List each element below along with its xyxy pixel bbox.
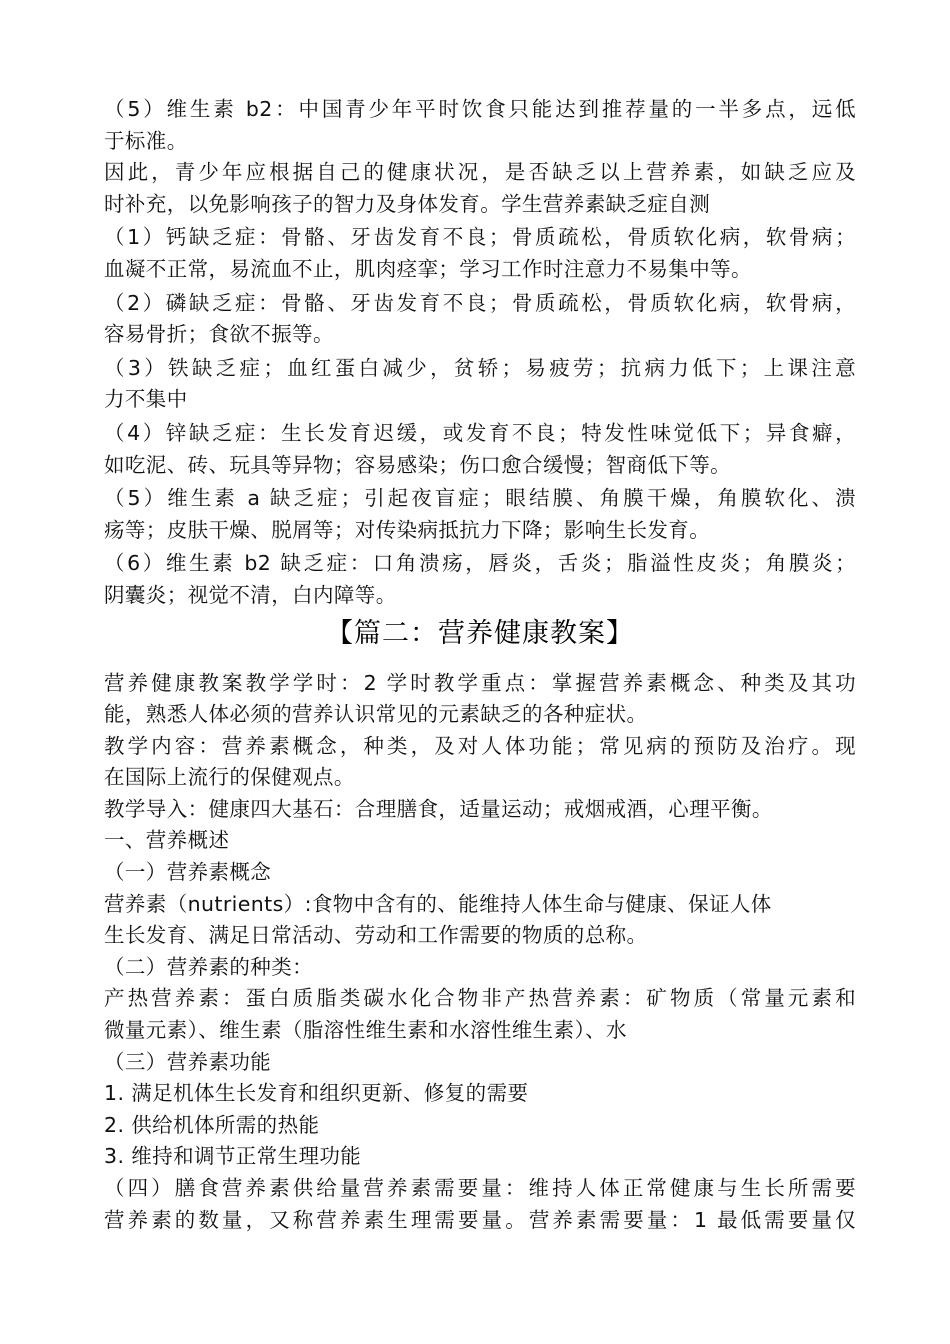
text-line: 营养素的数量，又称营养素生理需要量。营养素需要量：1 最低需要量仅: [104, 1207, 856, 1232]
text-line: 教学导入：健康四大基石：合理膳食，适量运动；戒烟戒酒，心理平衡。: [104, 796, 773, 821]
section-title: 【篇二：营养健康教案】: [326, 617, 634, 649]
text-line: 如吃泥、砖、玩具等异物；容易感染；伤口愈合缓慢；智商低下等。: [104, 452, 731, 477]
text-line: （3）铁缺乏症；血红蛋白减少，贫轿；易疲劳；抗病力低下；上课注意: [104, 355, 856, 380]
list-item: 1. 满足机体生长发育和组织更新、修复的需要: [104, 1081, 529, 1106]
text-line: 血凝不正常，易流血不止，肌肉痉挛；学习工作时注意力不易集中等。: [104, 256, 752, 281]
text-line: 阴囊炎；视觉不清，白内障等。: [104, 582, 397, 607]
text-line: 微量元素）、维生素（脂溶性维生素和水溶性维生素）、水: [104, 1018, 627, 1043]
text-line: 容易骨折；食欲不振等。: [104, 322, 334, 347]
text-line: 力不集中: [104, 387, 188, 412]
text-line: （5）维生素 b2：中国青少年平时饮食只能达到推荐量的一半多点，远低: [104, 97, 856, 121]
text-line: 能，熟悉人体必须的营养认识常见的元素缺乏的各种症状。: [104, 702, 648, 727]
text-line: 营养素（nutrients）:食物中含有的、能维持人体生命与健康、保证人体: [104, 891, 772, 916]
text-line: 在国际上流行的保健观点。: [104, 765, 355, 790]
text-line: 教学内容：营养素概念，种类，及对人体功能；常见病的预防及治疗。现: [104, 733, 856, 758]
text-line: （4）锌缺乏症：生长发育迟缓，或发育不良；特发性味觉低下；异食癖，: [104, 420, 856, 445]
part-one-text: [104, 94, 856, 612]
text-line: 疡等；皮肤干燥、脱屑等；对传染病抵抗力下降；影响生长发育。: [104, 517, 711, 542]
text-line: （四）膳食营养素供给量营养素需要量：维持人体正常健康与生长所需要: [104, 1176, 856, 1200]
text-line: 因此，青少年应根据自己的健康状况，是否缺乏以上营养素，如缺乏应及: [104, 160, 856, 185]
text-line: （1）钙缺乏症：骨骼、牙齿发育不良；骨质疏松，骨质软化病，软骨病；: [104, 225, 856, 250]
part-two-text: [104, 668, 856, 1237]
text-line: 营养健康教案教学学时：2 学时教学重点：掌握营养素概念、种类及其功: [104, 670, 856, 695]
list-item: 2. 供给机体所需的热能: [104, 1112, 320, 1137]
section-heading: 一、营养概述: [104, 828, 230, 853]
text-line: 生长发育、满足日常活动、劳动和工作需要的物质的总称。: [104, 923, 648, 948]
text-line: 于标准。: [104, 128, 188, 153]
subsection-heading: （三）营养素功能: [104, 1049, 272, 1074]
text-line: 时补充，以免影响孩子的智力及身体发育。学生营养素缺乏症自测: [104, 191, 711, 216]
text-line: （6）维生素 b2 缺乏症：口角溃疡，唇炎，舌炎；脂溢性皮炎；角膜炎；: [104, 551, 856, 576]
text-line: （5）维生素 a 缺乏症；引起夜盲症；眼结膜、角膜干燥，角膜软化、溃: [104, 486, 856, 511]
document-page: [104, 94, 856, 1236]
list-item: 3. 维持和调节正常生理功能: [104, 1144, 362, 1169]
subsection-heading: （一）营养素概念: [104, 860, 272, 885]
text-line: （2）磷缺乏症：骨骼、牙齿发育不良；骨质疏松，骨质软化病，软骨病，: [104, 290, 856, 315]
subsection-heading: （二）营养素的种类：: [104, 954, 313, 979]
text-line: 产热营养素：蛋白质脂类碳水化合物非产热营养素：矿物质（常量元素和: [104, 986, 856, 1011]
